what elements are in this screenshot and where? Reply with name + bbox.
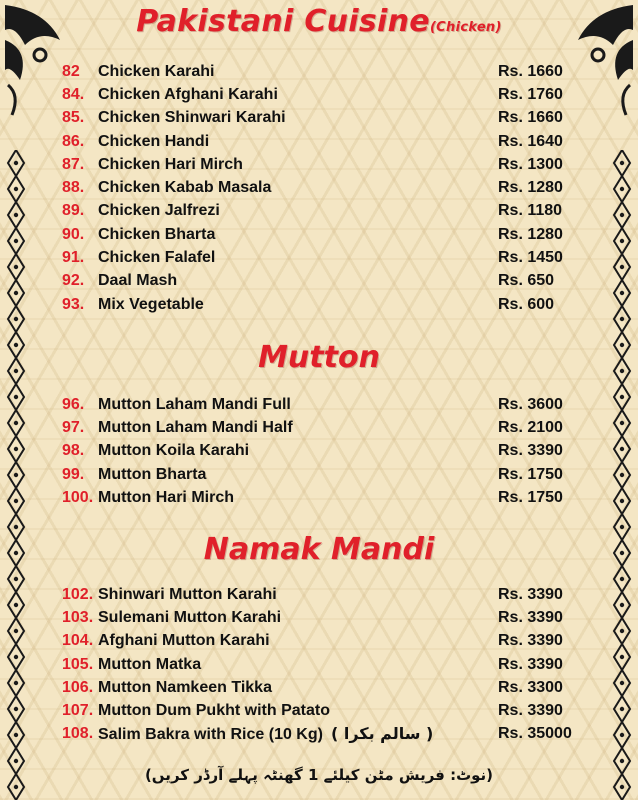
menu-item-number: 100. — [62, 488, 94, 506]
menu-item-name-text: Mutton Bharta — [98, 465, 207, 483]
menu-item-name — [98, 179, 498, 197]
menu-item-urdu-name: ( سالم بکرا ) — [330, 724, 434, 744]
menu-item-number: 96. — [62, 395, 85, 413]
menu-item-price: Rs. 1750 — [498, 488, 563, 506]
menu-item-number: 86. — [62, 132, 85, 150]
menu-item-price: Rs. 1750 — [498, 465, 563, 483]
menu-item-name-text: Mix Vegetable — [98, 295, 204, 313]
menu-item — [62, 60, 582, 83]
menu-item-price: Rs. 600 — [498, 295, 555, 313]
menu-item-number: 89. — [62, 202, 85, 220]
menu-item-number: 88. — [62, 179, 85, 197]
menu-item-name-text: Sulemani Mutton Karahi — [98, 608, 282, 626]
menu-item-name — [98, 86, 498, 104]
section-title-mutton: Mutton — [258, 340, 380, 375]
menu-item-number: 91. — [62, 249, 85, 267]
menu-item-price: Rs. 3390 — [498, 702, 563, 720]
menu-item-name-text: Chicken Hari Mirch — [98, 155, 243, 173]
menu-item-name — [98, 442, 498, 460]
menu-item-name — [98, 156, 498, 174]
menu-item — [62, 583, 582, 606]
menu-item — [62, 723, 582, 746]
section-subtitle: (Chicken) — [429, 20, 502, 35]
menu-item — [62, 630, 582, 653]
menu-item-number: 103. — [62, 608, 94, 626]
menu-item-name-text: Salim Bakra with Rice (10 Kg) — [98, 726, 323, 744]
menu-item-price: Rs. 3390 — [498, 608, 563, 626]
menu-item-name — [98, 724, 498, 744]
menu-item-name-text: Mutton Laham Mandi Full — [98, 395, 291, 413]
menu-item-name-text: Chicken Bharta — [98, 225, 216, 243]
menu-item-number: 87. — [62, 155, 85, 173]
menu-item-name — [98, 702, 498, 720]
menu-item-number: 99. — [62, 465, 85, 483]
menu-item-name-text: Chicken Handi — [98, 132, 210, 150]
menu-item-name-text: Mutton Laham Mandi Half — [98, 418, 293, 436]
menu-list-pakistani — [62, 60, 582, 316]
menu-item-price: Rs. 35000 — [498, 725, 572, 743]
menu-item — [62, 416, 582, 439]
menu-item-name — [98, 296, 498, 314]
menu-item — [62, 83, 582, 106]
menu-item — [62, 486, 582, 509]
menu-item-name — [98, 226, 498, 244]
menu-item-price: Rs. 3390 — [498, 632, 563, 650]
section-title-pakistani — [0, 4, 638, 39]
menu-item-name — [98, 632, 498, 650]
menu-item — [62, 200, 582, 223]
menu-item — [62, 699, 582, 722]
menu-item-name-text: Chicken Shinwari Karahi — [98, 109, 286, 127]
menu-item — [62, 153, 582, 176]
menu-item-number: 102. — [62, 585, 94, 603]
menu-item-price: Rs. 1280 — [498, 179, 563, 197]
menu-item-name-text: Daal Mash — [98, 272, 178, 290]
menu-item-price: Rs. 3390 — [498, 585, 563, 603]
menu-item-name-text: Mutton Matka — [98, 655, 202, 673]
menu-item-number: 92. — [62, 272, 85, 290]
menu-list-namak-mandi — [62, 583, 582, 746]
menu-item-name — [98, 396, 498, 414]
menu-item-price: Rs. 1660 — [498, 109, 563, 127]
left-border-ornament — [4, 150, 28, 800]
right-border-ornament — [610, 150, 634, 800]
menu-item — [62, 270, 582, 293]
menu-item-price: Rs. 3600 — [498, 395, 563, 413]
menu-item — [62, 107, 582, 130]
menu-item-price: Rs. 650 — [498, 272, 555, 290]
menu-item-number: 106. — [62, 678, 94, 696]
menu-item-name-text: Chicken Falafel — [98, 249, 216, 267]
menu-item — [62, 393, 582, 416]
menu-item-number: 105. — [62, 655, 94, 673]
menu-item-price: Rs. 2100 — [498, 418, 563, 436]
menu-item-price: Rs. 1660 — [498, 62, 563, 80]
menu-item-price: Rs. 1450 — [498, 249, 563, 267]
menu-item-name — [98, 466, 498, 484]
menu-item-name-text: Chicken Jalfrezi — [98, 202, 220, 220]
menu-item-name-text: Chicken Afghani Karahi — [98, 85, 278, 103]
menu-item — [62, 246, 582, 269]
menu-item-name — [98, 272, 498, 290]
menu-item-price: Rs. 1760 — [498, 85, 563, 103]
menu-item-name — [98, 419, 498, 437]
menu-item-name — [98, 656, 498, 674]
menu-item-name-text: Chicken Karahi — [98, 62, 215, 80]
menu-item — [62, 223, 582, 246]
footer-note: (نوٹ: فریش مٹن کیلئے 1 گھنٹہ پہلے آرڈر کریں) — [144, 766, 494, 784]
menu-item-name-text: Mutton Dum Pukht with Patato — [98, 702, 330, 720]
menu-item — [62, 176, 582, 199]
menu-item-price: Rs. 3390 — [498, 655, 563, 673]
menu-item-price: Rs. 3390 — [498, 442, 563, 460]
menu-item — [62, 606, 582, 629]
menu-item-name-text: Mutton Koila Karahi — [98, 442, 250, 460]
menu-item-name — [98, 586, 498, 604]
menu-item-price: Rs. 1280 — [498, 225, 563, 243]
menu-item — [62, 130, 582, 153]
menu-item-name — [98, 109, 498, 127]
section-title-text: Pakistani Cuisine — [136, 4, 430, 39]
menu-item-number: 84. — [62, 85, 85, 103]
menu-item-name — [98, 249, 498, 267]
menu-item — [62, 676, 582, 699]
menu-item-name — [98, 202, 498, 220]
menu-item-number: 93. — [62, 295, 85, 313]
menu-item-name — [98, 133, 498, 151]
menu-item-name — [98, 609, 498, 627]
menu-item-number: 90. — [62, 225, 85, 243]
menu-item-name-text: Afghani Mutton Karahi — [98, 632, 270, 650]
menu-item — [62, 463, 582, 486]
menu-item-name-text: Chicken Kabab Masala — [98, 179, 272, 197]
menu-item-name-text: Mutton Hari Mirch — [98, 488, 234, 506]
menu-item-name — [98, 63, 498, 81]
menu-item-name — [98, 489, 498, 507]
menu-item-number: 107. — [62, 702, 94, 720]
menu-item-number: 85. — [62, 109, 85, 127]
menu-item-name-text: Shinwari Mutton Karahi — [98, 585, 277, 603]
section-title-namak-mandi: Namak Mandi — [203, 532, 435, 567]
menu-item-number: 98. — [62, 442, 85, 460]
menu-item-price: Rs. 1640 — [498, 132, 563, 150]
menu-item-number: 82 — [62, 62, 80, 80]
menu-item-name — [98, 679, 498, 697]
menu-item-number: 108. — [62, 725, 94, 743]
menu-item-number: 97. — [62, 418, 85, 436]
menu-item-price: Rs. 1180 — [498, 202, 563, 220]
menu-item — [62, 440, 582, 463]
menu-item — [62, 293, 582, 316]
menu-item-price: Rs. 1300 — [498, 155, 563, 173]
menu-item-name-text: Mutton Namkeen Tikka — [98, 678, 272, 696]
menu-list-mutton — [62, 393, 582, 509]
menu-item-price: Rs. 3300 — [498, 678, 563, 696]
menu-item-number: 104. — [62, 632, 94, 650]
menu-item — [62, 653, 582, 676]
